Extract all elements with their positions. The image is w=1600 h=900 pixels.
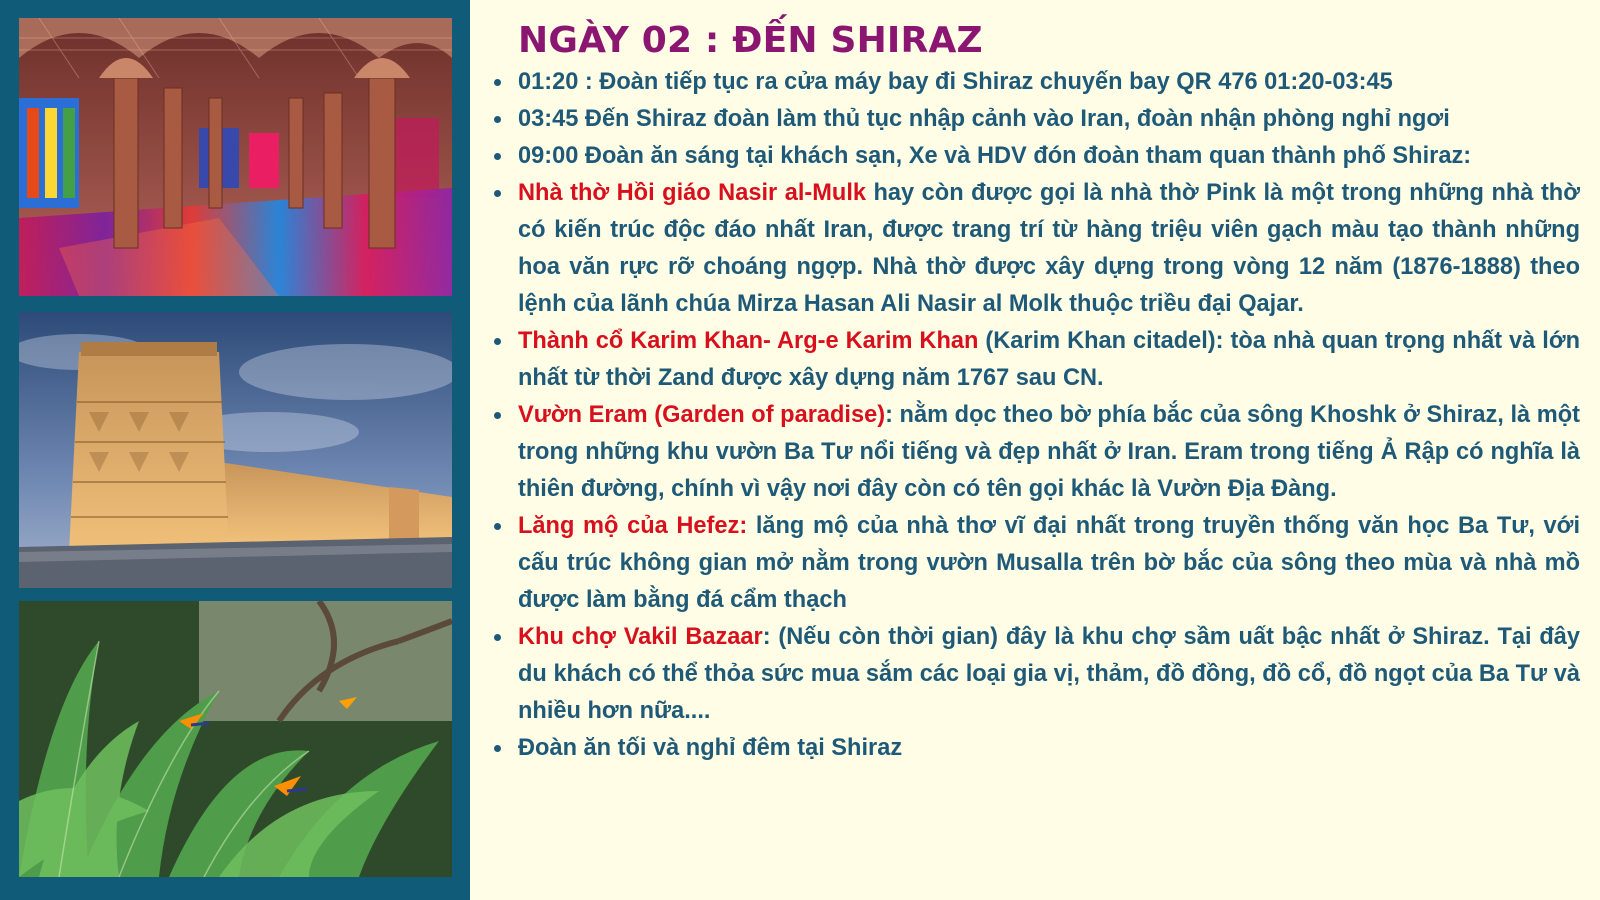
item-text: : nằm dọc theo bờ phía bắc của sông Khoshk ở Shiraz, là một trong những khu vườn Ba Tư nổi tiếng và đẹp nhất ở Iran. Eram trong tiếng Ả Rập có nghĩa là thiên đường, chính vì vậy nơi đây còn có tên gọi khác là Vườn Địa Đàng. [518, 402, 1580, 502]
itinerary-content [488, 18, 1580, 767]
item-text: : (Nếu còn thời gian) đây là khu chợ sầm uất bậc nhất ở Shiraz. Tại đây du khách có thể thỏa sức mua sắm các loại gia vị, thảm, đồ đồng, đồ cổ, đồ ngọt của Ba Tư và nhiều hơn nữa.... [518, 624, 1580, 724]
itinerary-item [488, 175, 1580, 323]
item-text: 03:45 Đến Shiraz đoàn làm thủ tục nhập cảnh vào Iran, đoàn nhận phòng nghỉ ngơi [518, 106, 1450, 132]
itinerary-item [488, 619, 1580, 730]
photo-panel [0, 0, 470, 900]
day-title: NGÀY 02 : ĐẾN SHIRAZ [518, 20, 983, 61]
eram-garden-plants-photo [19, 601, 452, 877]
itinerary-item [488, 323, 1580, 397]
item-text: Đoàn ăn tối và nghỉ đêm tại Shiraz [518, 735, 903, 761]
item-text: lăng mộ của nhà thơ vĩ đại nhất trong truyền thống văn học Ba Tư, với cấu trúc không gian mở nằm trong vườn Musalla trên bờ bắc của sông theo mùa và nhà mồ được làm bằng đá cẩm thạch [518, 513, 1580, 613]
item-text: 01:20 : Đoàn tiếp tục ra cửa máy bay đi Shiraz chuyến bay QR 476 01:20-03:45 [518, 69, 1393, 95]
itinerary-item [488, 730, 1580, 767]
item-text: (Karim Khan citadel): tòa nhà quan trọng nhất và lớn nhất từ thời Zand được xây dựng năm 1767 sau CN. [518, 328, 1581, 391]
item-highlight: Vườn Eram (Garden of paradise) [518, 402, 886, 428]
itinerary-item [488, 508, 1580, 619]
item-text: hay còn được gọi là nhà thờ Pink là một trong những nhà thờ có kiến trúc độc đáo nhất Iran, được trang trí từ hàng triệu viên gạch màu tạo thành những hoa văn rực rỡ choáng ngợp. Nhà thờ được xây dựng trong vòng 12 năm (1876-1888) theo lệnh của lãnh chúa Mirza Hasan Ali Nasir al Molk thuộc triều đại Qajar. [518, 180, 1580, 317]
itinerary-list [488, 64, 1580, 767]
itinerary-item [488, 397, 1580, 508]
karim-khan-citadel-photo [19, 312, 452, 588]
item-highlight: Lăng mộ của Hefez: [518, 513, 748, 539]
item-highlight: Nhà thờ Hồi giáo Nasir al-Mulk [518, 180, 866, 206]
item-highlight: Khu chợ Vakil Bazaar [518, 624, 763, 650]
item-text: 09:00 Đoàn ăn sáng tại khách sạn, Xe và HDV đón đoàn tham quan thành phố Shiraz: [518, 143, 1472, 169]
item-highlight: Thành cổ Karim Khan- Arg-e Karim Khan [518, 328, 979, 354]
itinerary-item [488, 101, 1580, 138]
nasir-al-mulk-mosque-photo [19, 18, 452, 296]
itinerary-item [488, 138, 1580, 175]
itinerary-item [488, 64, 1580, 101]
